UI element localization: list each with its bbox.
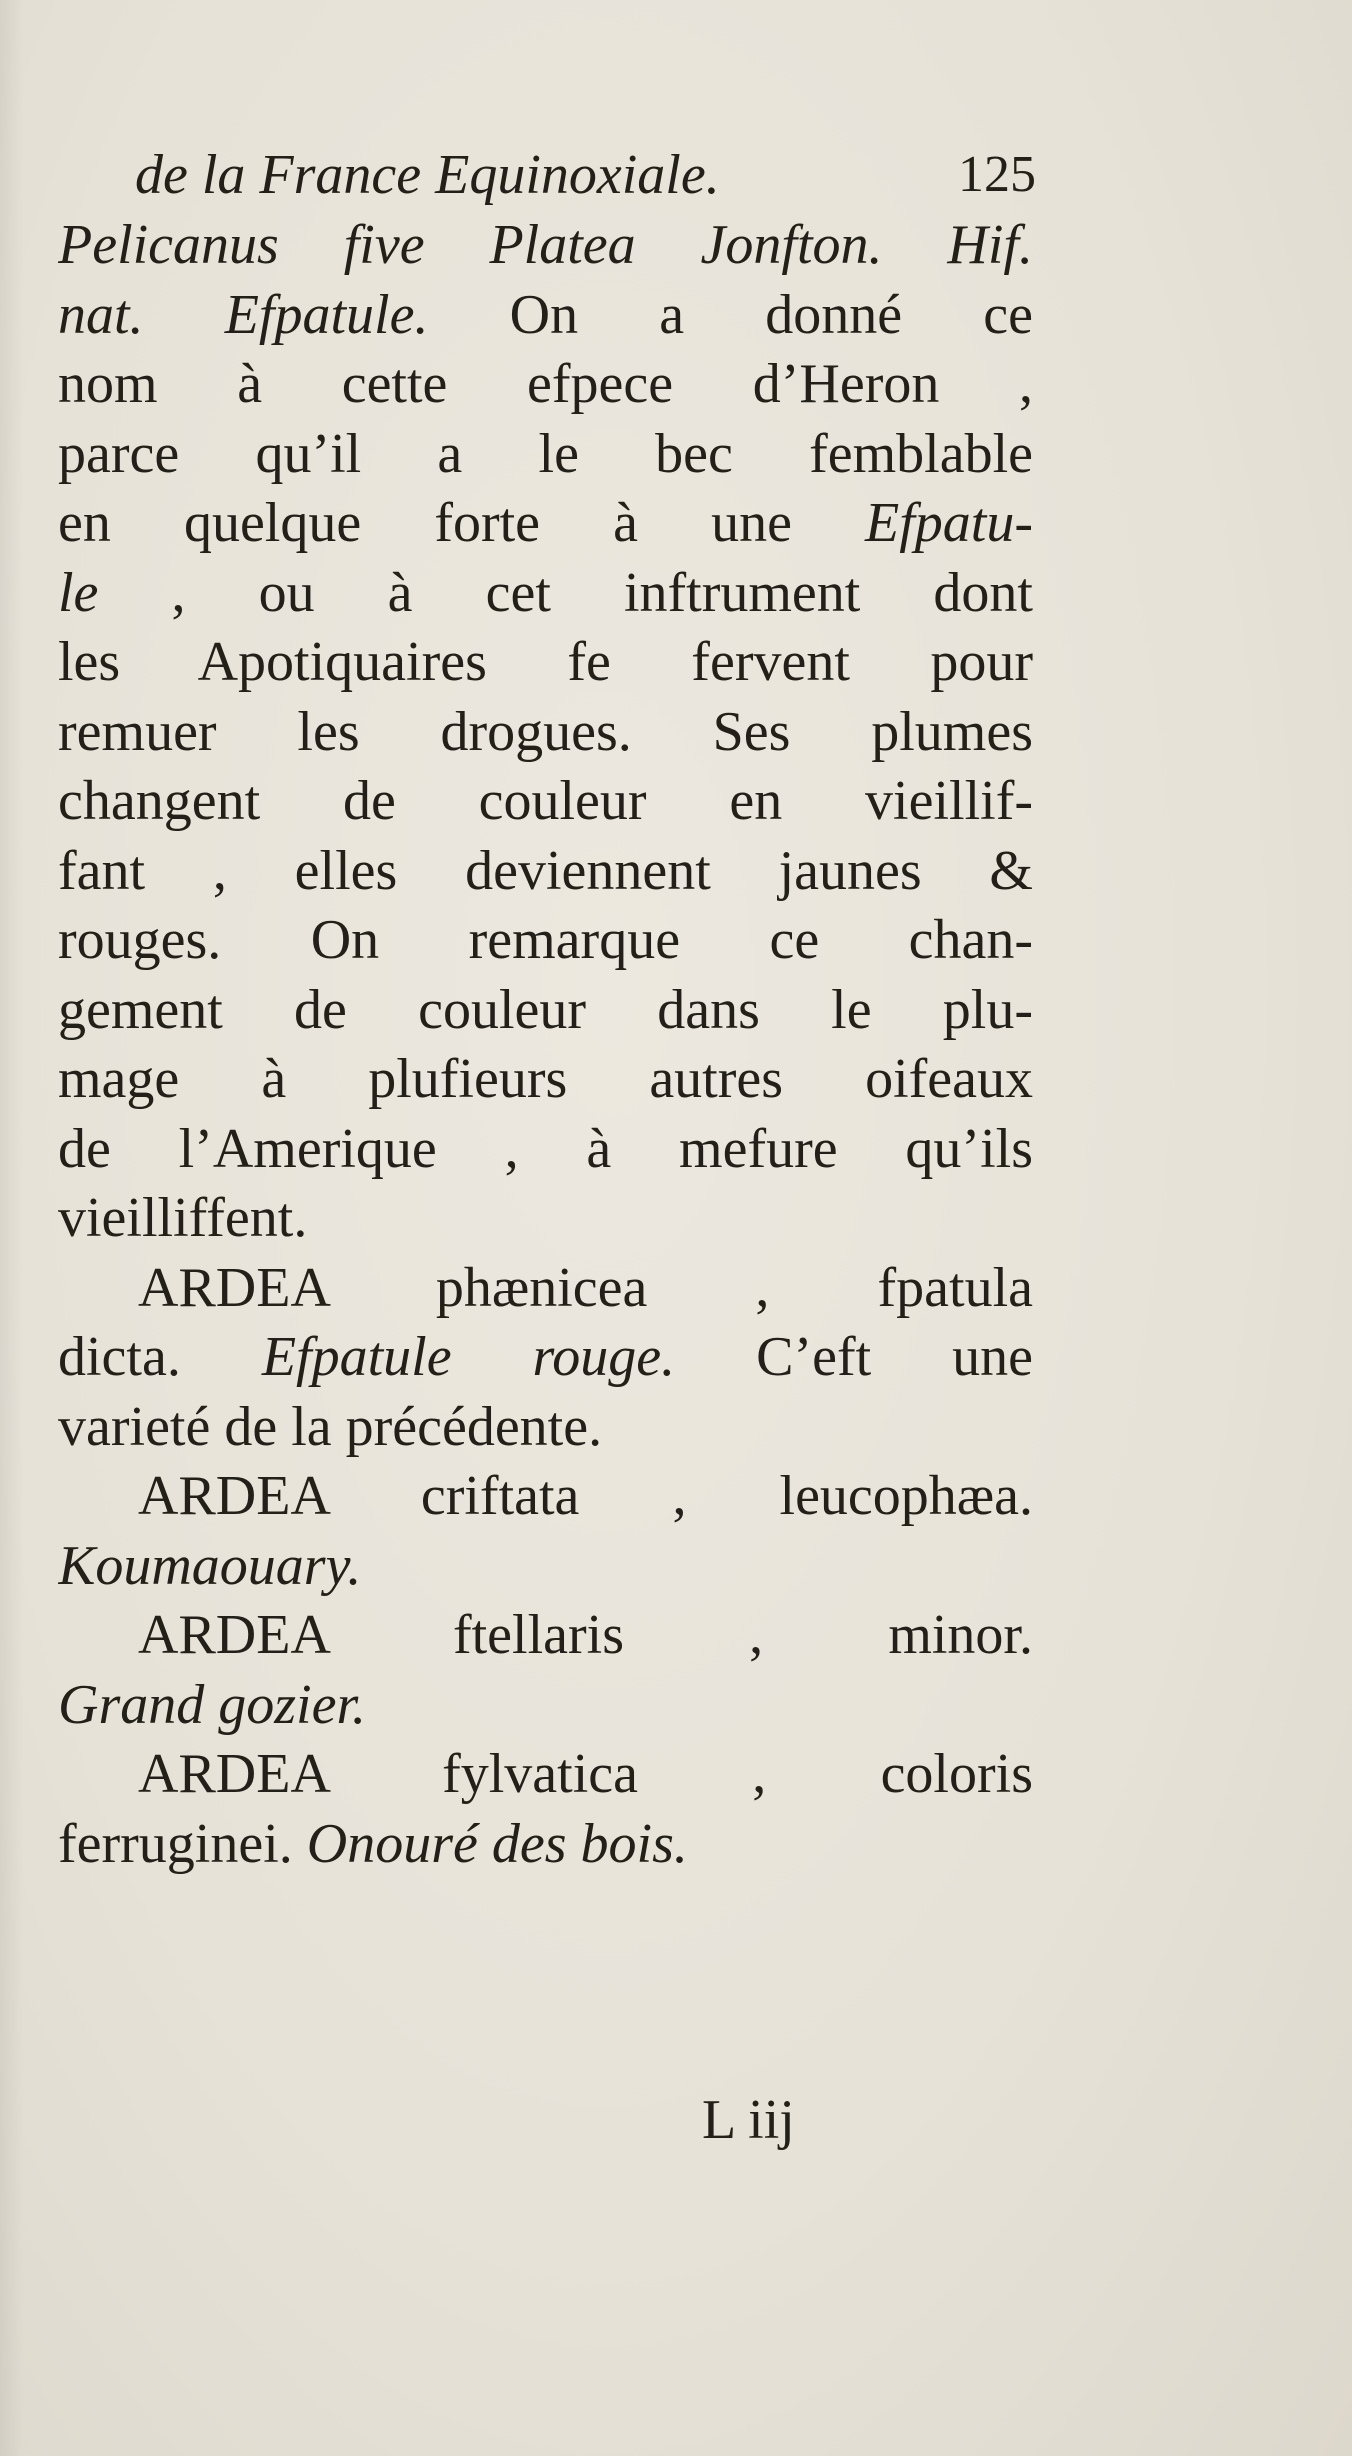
text-segment: ARDEA fylvatica , coloris [138, 1743, 1033, 1805]
text-line [58, 1532, 1033, 1600]
italic-segment: Pelicanus five Platea Jonfton. Hif. [58, 214, 1033, 276]
text-line [58, 1810, 1033, 1878]
text-segment: les Apotiquaires fe fervent pour [58, 631, 1033, 693]
text-segment: C’eft une [675, 1326, 1033, 1388]
text-segment: gement de couleur dans le plu- [58, 979, 1033, 1041]
running-head [135, 141, 1035, 209]
text-line [58, 1184, 1033, 1252]
text-line [58, 1115, 1033, 1183]
text-line [138, 1740, 1033, 1808]
text-line [58, 976, 1033, 1044]
text-segment: de l’Amerique , à mefure qu’ils [58, 1118, 1033, 1180]
text-segment: remuer les drogues. Ses plumes [58, 701, 1033, 763]
text-line [58, 837, 1033, 905]
italic-segment: nat. Efpatule. [58, 284, 429, 346]
text-line [58, 767, 1033, 835]
text-segment: ARDEA phænicea , fpatula [138, 1257, 1033, 1319]
text-segment: On a donné ce [428, 284, 1033, 346]
text-segment: vieilliffent. [58, 1187, 308, 1249]
text-segment: , ou à cet inftrument dont [98, 562, 1033, 624]
text-line [58, 211, 1033, 279]
text-line [138, 1462, 1033, 1530]
text-line [58, 906, 1033, 974]
text-line [58, 1393, 1033, 1461]
text-line [58, 1671, 1033, 1739]
text-line [58, 281, 1033, 349]
page-edge-shadow [0, 0, 24, 2456]
signature-mark: L iij [702, 2089, 795, 2151]
text-segment: fant , elles deviennent jaunes & [58, 840, 1033, 902]
italic-segment: Grand gozier. [58, 1674, 367, 1736]
text-segment: ferruginei. [58, 1813, 307, 1875]
text-line [138, 1601, 1033, 1669]
text-segment: mage à plufieurs autres oifeaux [58, 1048, 1033, 1110]
text-segment: changent de couleur en vieillif- [58, 770, 1033, 832]
text-line [58, 698, 1033, 766]
text-line [58, 1323, 1033, 1391]
text-segment: ARDEA ftellaris , minor. [138, 1604, 1033, 1666]
italic-segment: Koumaouary. [58, 1535, 362, 1597]
text-segment: parce qu’il a le bec femblable [58, 423, 1033, 485]
italic-segment: le [58, 562, 99, 624]
running-head-title: de la France Equinoxiale. [135, 144, 720, 206]
page-number: 125 [958, 146, 1036, 203]
italic-segment: Efpatule rouge. [261, 1326, 676, 1388]
italic-segment: Efpatu- [865, 492, 1033, 554]
text-line [58, 420, 1033, 488]
text-segment: dicta. [58, 1326, 262, 1388]
text-line [58, 628, 1033, 696]
italic-segment: Onouré des bois. [306, 1813, 688, 1875]
text-line [58, 1045, 1033, 1113]
text-line [138, 1254, 1033, 1322]
text-segment: rouges. On remarque ce chan- [58, 909, 1033, 971]
text-segment: ARDEA criftata , leucophæa. [138, 1465, 1033, 1527]
text-line [58, 559, 1033, 627]
text-segment: varieté de la précédente. [58, 1396, 603, 1458]
text-line [58, 350, 1033, 418]
text-segment: nom à cette efpece d’Heron , [58, 353, 1033, 415]
text-line [58, 489, 1033, 557]
text-segment: en quelque forte à une [58, 492, 866, 554]
